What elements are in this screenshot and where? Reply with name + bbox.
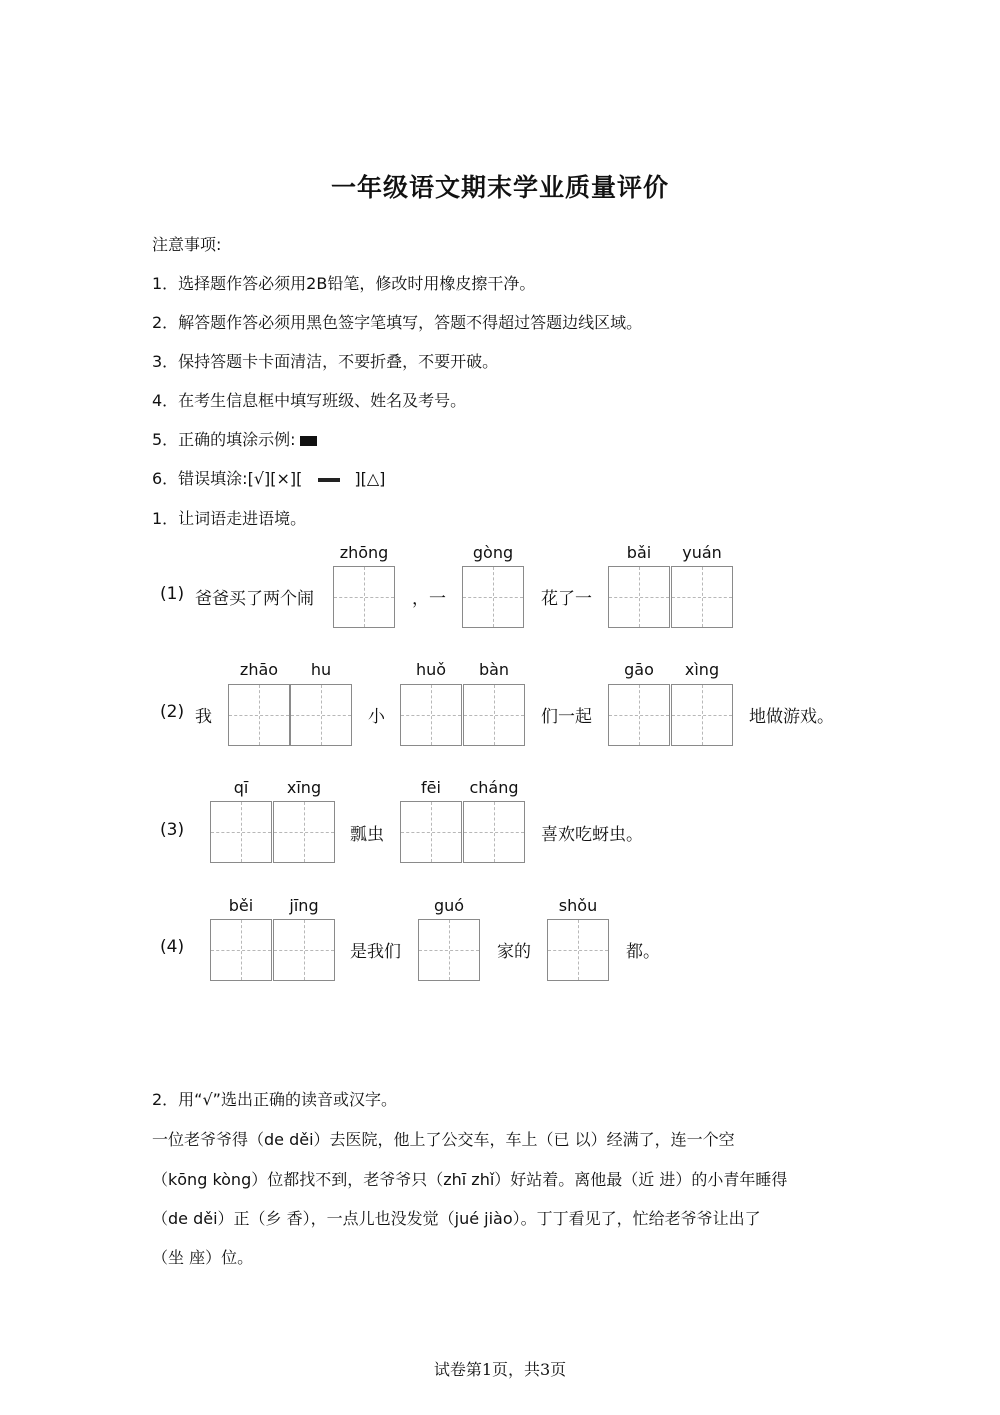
notice-item-label: 5．正确的填涂示例: <box>152 430 296 449</box>
q1-row-text: 瓢虫 <box>350 825 384 845</box>
pinyin-label: gòng <box>472 543 514 562</box>
notice-item-wrong-fill <box>152 466 385 489</box>
pinyin-label: běi <box>228 896 254 915</box>
wrong-fill-mark-icon <box>318 478 340 482</box>
pinyin-label: bǎi <box>626 543 652 562</box>
notice-item: 2．解答题作答必须用黑色签字笔填写，答题不得超过答题边线区域。 <box>152 313 643 332</box>
tianzige-box[interactable] <box>400 801 462 863</box>
tianzige-box[interactable] <box>671 566 733 628</box>
pinyin-label: guó <box>433 896 465 915</box>
tianzige-box[interactable] <box>463 684 525 746</box>
notice-item: 1．选择题作答必须用2B铅笔，修改时用橡皮擦干净。 <box>152 274 536 293</box>
q1-row-label: (1) <box>160 584 185 604</box>
q1-row-label: (2) <box>160 702 185 722</box>
pinyin-label: zhōng <box>339 543 389 562</box>
pinyin-label: bàn <box>478 660 510 679</box>
tianzige-box[interactable] <box>210 919 272 981</box>
tianzige-box[interactable] <box>210 801 272 863</box>
q2-paragraph-line: （kōng kòng）位都找不到，老爷爷只（zhī zhǐ）好站着。离他最（近 进）的小青年睡得 <box>152 1170 788 1189</box>
q2-paragraph-line: 一位老爷爷得（de děi）去医院，他上了公交车，车上（已 以）经满了，连一个空 <box>152 1130 735 1149</box>
wrong-fill-prefix: [√][×][ <box>247 469 303 488</box>
page-footer: 试卷第1页，共3页 <box>433 1360 567 1379</box>
notice-heading: 注意事项: <box>152 235 222 254</box>
tianzige-box[interactable] <box>400 684 462 746</box>
pinyin-label: qī <box>233 778 249 797</box>
pinyin-label: shǒu <box>558 896 598 915</box>
pinyin-label: hu <box>310 660 332 679</box>
pinyin-label: zhāo <box>239 660 279 679</box>
pinyin-label: yuán <box>682 543 722 562</box>
pinyin-label: huǒ <box>415 660 447 679</box>
q1-row-text: 爸爸买了两个闹 <box>195 589 314 609</box>
q1-row-text: 我 <box>195 707 212 727</box>
pinyin-label: xìng <box>684 660 720 679</box>
pinyin-label: jīng <box>289 896 319 915</box>
wrong-fill-suffix: ][△] <box>354 469 386 488</box>
pinyin-label: xīng <box>286 778 322 797</box>
q2-paragraph-line: （坐 座）位。 <box>152 1248 254 1267</box>
tianzige-box[interactable] <box>463 801 525 863</box>
q1-row-text: 花了一 <box>541 589 592 609</box>
q1-row-text: 家的 <box>497 942 531 962</box>
q1-row-text: 都。 <box>626 942 660 962</box>
pinyin-label: cháng <box>469 778 519 797</box>
q2-paragraph-line: （de děi）正（乡 香），一点儿也没发觉（jué jiào）。丁丁看见了，忙给老爷爷让出了 <box>152 1209 761 1228</box>
pinyin-label: gāo <box>624 660 654 679</box>
q1-row-text: 们一起 <box>541 707 592 727</box>
tianzige-box[interactable] <box>462 566 524 628</box>
page-title: 一年级语文期末学业质量评价 <box>330 173 669 202</box>
q1-row-text: ，一 <box>412 589 446 609</box>
q1-heading: 1．让词语走进语境。 <box>152 509 307 528</box>
tianzige-box[interactable] <box>547 919 609 981</box>
tianzige-box[interactable] <box>608 566 670 628</box>
correct-fill-mark-icon <box>300 436 317 446</box>
q1-row-text: 喜欢吃蚜虫。 <box>541 825 643 845</box>
tianzige-box[interactable] <box>273 801 335 863</box>
tianzige-box[interactable] <box>608 684 670 746</box>
tianzige-box[interactable] <box>290 684 352 746</box>
q2-heading: 2．用“√”选出正确的读音或汉字。 <box>152 1090 397 1109</box>
tianzige-box[interactable] <box>418 919 480 981</box>
pinyin-label: fēi <box>421 778 441 797</box>
q1-row-text: 是我们 <box>350 942 401 962</box>
q1-row-label: (4) <box>160 937 185 957</box>
notice-item-label: 6．错误填涂: <box>152 469 248 488</box>
q1-row-text: 地做游戏。 <box>749 707 834 727</box>
q1-row-text: 小 <box>368 707 385 727</box>
notice-item: 4．在考生信息框中填写班级、姓名及考号。 <box>152 391 467 410</box>
q1-row-label: (3) <box>160 820 185 840</box>
notice-item-correct-fill <box>152 427 317 450</box>
tianzige-box[interactable] <box>671 684 733 746</box>
tianzige-box[interactable] <box>273 919 335 981</box>
notice-item: 3．保持答题卡卡面清洁，不要折叠，不要开破。 <box>152 352 499 371</box>
tianzige-box[interactable] <box>333 566 395 628</box>
tianzige-box[interactable] <box>228 684 290 746</box>
